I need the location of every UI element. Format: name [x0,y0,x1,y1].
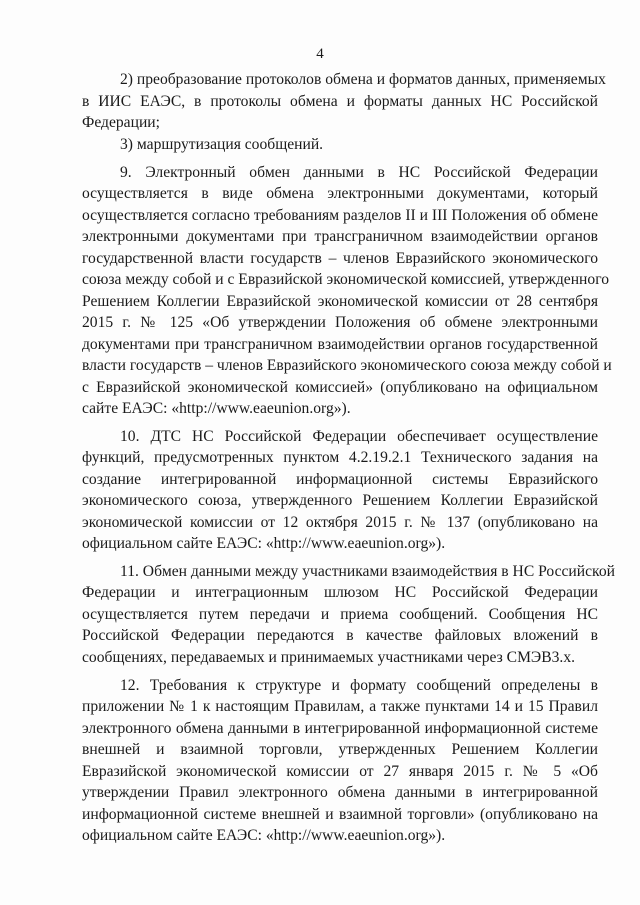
text-line: осуществляется согласно требованиям разделов II и III Положения об обмене [82,207,598,224]
text-line: внешней и взаимной торговли, утвержденных Решением Коллегии [82,741,598,758]
text-line: информационной системе внешней и взаимной торговли» (опубликовано на [82,806,598,823]
text-line: союза между собой и с Евразийской экономической комиссией, утвержденного [82,271,609,288]
text-line: электронного обмена данными в интегрированной информационной системе [82,720,598,737]
text-line: 10. ДТС НС Российской Федерации обеспечивает осуществление [120,428,598,445]
text-line: электронными документами при трансграничном взаимодействии органов [82,228,598,245]
text-line: Федерации; [82,114,160,131]
text-line: в ИИС ЕАЭС, в протоколы обмена и форматы данных НС Российской [82,93,598,110]
text-line: экономической комиссии от 12 октября 2015 г. № 137 (опубликовано на [82,514,598,531]
text-line: официальном сайте ЕАЭС: «http://www.eaeunion.org»). [82,827,446,844]
text-line: официальном сайте ЕАЭС: «http://www.eaeunion.org»). [82,535,446,552]
text-line: приложении № 1 к настоящим Правилам, а также пунктами 14 и 15 Правил [82,698,598,715]
text-line: создание интегрированной информационной системы Евразийского [82,471,598,488]
text-line: 3) маршрутизация сообщений. [120,136,324,153]
text-line: власти государств – членов Евразийского экономического союза между собой и [82,357,612,374]
page-number: 4 [316,46,324,62]
text-line: 11. Обмен данными между участниками взаимодействия в НС Российской [120,563,615,580]
text-line: осуществляется в виде обмена электронными документами, который [82,185,598,202]
text-line: утверждении Правил электронного обмена данными в интегрированной [82,784,598,801]
text-line: 9. Электронный обмен данными в НС Российской Федерации [120,164,598,181]
text-line: сайте ЕАЭС: «http://www.eaeunion.org»). [82,400,351,417]
text-line: Федерации и интеграционным шлюзом НС Российской Федерации [82,584,598,601]
text-line: государственной власти государств – членов Евразийского экономического [82,250,598,267]
text-line: документами при трансграничном взаимодействии органов государственной [82,336,598,353]
text-line: 2015 г. № 125 «Об утверждении Положения об обмене электронными [82,314,598,331]
text-line: сообщениях, передаваемых и принимаемых участниками через СМЭВ3.х. [82,649,576,666]
text-line: 12. Требования к структуре и формату сообщений определены в [120,677,598,694]
text-line: функций, предусмотренных пунктом 4.2.19.2.1 Технического задания на [82,449,598,466]
text-line: осуществляется путем передачи и приема сообщений. Сообщения НС [82,606,598,623]
text-line: Решением Коллегии Евразийской экономической комиссии от 28 сентября [82,293,598,310]
text-line: с Евразийской экономической комиссией» (опубликовано на официальном [82,379,598,396]
text-line: Евразийской экономической комиссии от 27 января 2015 г. № 5 «Об [82,763,598,780]
text-line: Российской Федерации передаются в качестве файловых вложений в [82,627,598,644]
text-line: 2) преобразование протоколов обмена и форматов данных, применяемых [120,71,606,88]
text-line: экономического союза, утвержденного Решением Коллегии Евразийской [82,492,598,509]
